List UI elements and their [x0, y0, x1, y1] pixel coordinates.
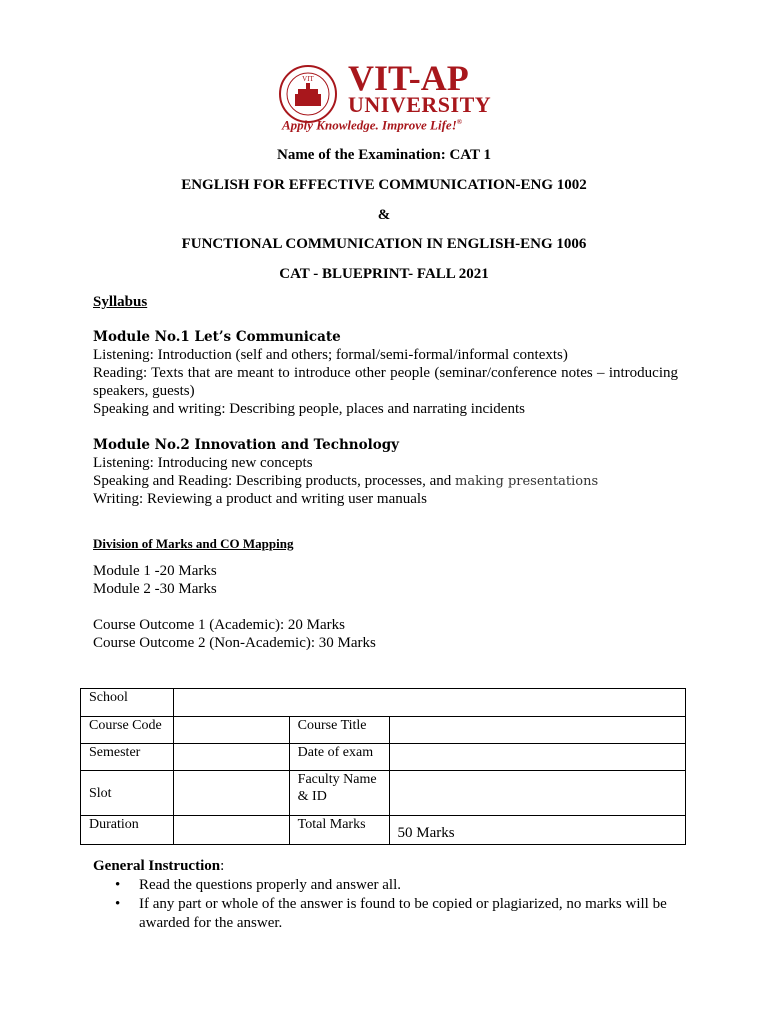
module2-line: Writing: Reviewing a product and writing user manuals	[93, 491, 427, 507]
duration-label: Duration	[81, 816, 174, 845]
exam-name: Name of the Examination: CAT 1	[276, 147, 492, 163]
list-item: • If any part or whole of the answer is found to be copied or plagiarized, no marks will be awarded for the answer.	[115, 896, 667, 931]
course-code-label: Course Code	[81, 717, 174, 744]
semester-label: Semester	[81, 744, 174, 771]
course-title-1: ENGLISH FOR EFFECTIVE COMMUNICATION-ENG 1002	[181, 177, 587, 193]
school-label: School	[81, 689, 174, 717]
total-marks-label: Total Marks	[289, 816, 389, 845]
date-of-exam-value	[389, 744, 685, 771]
duration-value	[173, 816, 289, 845]
brand-subname: UNIVERSITY	[348, 92, 492, 117]
table-row	[81, 717, 686, 744]
instructions-heading: General Instruction:	[93, 858, 225, 874]
module-marks: Module 2 -30 Marks	[93, 581, 217, 597]
exam-info-table	[80, 688, 686, 845]
course-outcome: Course Outcome 2 (Non-Academic): 30 Marks	[93, 635, 376, 651]
course-title-value	[389, 717, 685, 744]
table-row	[81, 689, 686, 717]
module1-title: Module No.1 Let’s Communicate	[93, 329, 341, 345]
course-title-label: Course Title	[289, 717, 389, 744]
module1-line: Speaking and writing: Describing people, places and narrating incidents	[93, 401, 525, 417]
university-logo	[278, 60, 496, 134]
module-marks: Module 1 -20 Marks	[93, 563, 217, 579]
table-row	[81, 816, 686, 845]
list-item: • Read the questions properly and answer all.	[115, 877, 402, 893]
slot-label: Slot	[81, 771, 174, 816]
brand-name: VIT-AP	[348, 58, 469, 98]
instructions-list	[93, 876, 683, 933]
module1-line: Listening: Introduction (self and others; formal/semi-formal/informal contexts)	[93, 347, 568, 363]
module1-line: Reading: Texts that are meant to introduce other people (seminar/conference notes – introducing speakers, guests)	[93, 365, 678, 399]
syllabus-heading: Syllabus	[93, 294, 148, 310]
course-title-2: FUNCTIONAL COMMUNICATION IN ENGLISH-ENG 1006	[181, 236, 587, 252]
semester-value	[173, 744, 289, 771]
school-value	[173, 689, 685, 717]
course-code-value	[173, 717, 289, 744]
faculty-value	[389, 771, 685, 816]
table-row	[81, 771, 686, 816]
slot-value	[173, 771, 289, 816]
module2-line: Listening: Introducing new concepts	[93, 455, 313, 471]
total-marks-value: 50 Marks	[389, 816, 685, 845]
faculty-label: Faculty Name & ID	[289, 771, 389, 816]
module2-line: Speaking and Reading: Describing products, processes, and making presentations	[93, 473, 599, 489]
brand-tagline: Apply Knowledge. Improve Life!®	[282, 117, 462, 133]
course-outcome: Course Outcome 1 (Academic): 20 Marks	[93, 617, 346, 633]
blueprint-title: CAT - BLUEPRINT- FALL 2021	[279, 266, 489, 282]
module2-title: Module No.2 Innovation and Technology	[93, 437, 400, 453]
marks-heading: Division of Marks and CO Mapping	[93, 536, 294, 551]
seal-text: VIT	[302, 75, 314, 83]
table-row	[81, 744, 686, 771]
date-of-exam-label: Date of exam	[289, 744, 389, 771]
ampersand: &	[377, 207, 391, 223]
